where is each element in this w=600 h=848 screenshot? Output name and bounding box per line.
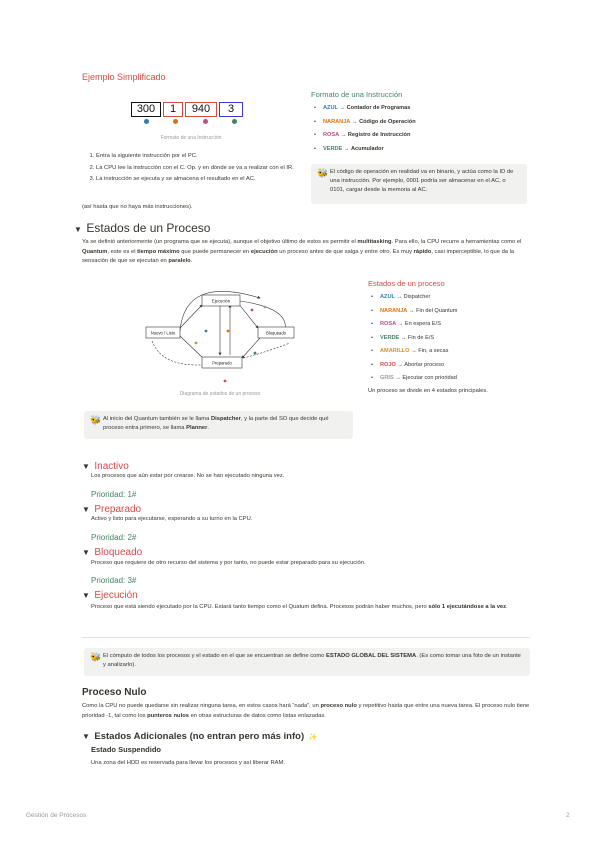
ac-box: 3 [219, 102, 243, 117]
inactivo-priority: Prioridad: 1# [91, 490, 137, 499]
format-caption: Formato de una Instrucción [160, 135, 222, 141]
instruction-boxes [131, 99, 251, 115]
diagram-dot-red [224, 380, 227, 383]
preparado-desc: Activo y listo para ejecutarse, esperando a su turno en la CPU. [91, 516, 253, 522]
preparado-priority: Prioridad: 2# [91, 533, 137, 542]
suspended-desc: Una zona del HDD es reservada para llevar los procesos y así liberar RAM. [91, 760, 285, 766]
bloqueado-title: Bloqueado [94, 547, 143, 558]
suspended-title: Estado Suspendido [91, 745, 162, 754]
format-item-orange: • NARANJA → Código de Operación [311, 116, 531, 130]
legend-item-blue: • AZUL → Dispatcher [368, 291, 538, 305]
global-state-callout-text: El cómputo de todos los procesos y el estado en el que se encuentran se define como ESTADO GLOBAL DEL SISTEMA. (Es como tomar una foto de un instante y analizarlo). [103, 653, 521, 668]
dot-green [232, 119, 237, 124]
null-process-heading: Proceso Nulo [82, 687, 147, 698]
format-heading: Formato de una Instrucción [311, 90, 403, 99]
preparado-heading-row [82, 499, 141, 517]
legend-item-pink: • ROSA → En espera E/S [368, 318, 538, 332]
ejecucion-desc: Proceso que está siendo ejecutado por la CPU. Estará tanto tiempo como el Quatum defina. Procesos podrán haber muchos, pero sólo 1 ejecutándose a la vez. [91, 604, 508, 610]
node-label-bottom: Preparado [212, 360, 232, 366]
additional-heading-row [82, 726, 317, 744]
legend-heading: Estados de un proceso [368, 279, 445, 288]
dispatcher-callout-text: Al inicio del Quantum también se le llama Dispatcher, y la parte del SO que decide qué proceso entra primero, se llama Planner. [103, 416, 329, 431]
legend-item-gray: • GRIS → Ejecutar con prioridad [368, 372, 538, 386]
diagram-caption: Diagrama de estados de un proceso [179, 391, 261, 397]
edge-1 [180, 305, 202, 328]
bloqueado-priority: Prioridad: 3# [91, 576, 137, 585]
bloqueado-heading-row [82, 542, 142, 560]
diagram-dot-gray [264, 306, 267, 309]
toggle-triangle-icon[interactable]: ▼ [82, 462, 90, 471]
legend-item-yellow: • AMARILLO → Fin, a secas [368, 345, 538, 359]
legend-item-green: • VERDE → Fin de E/S [368, 332, 538, 346]
toggle-triangle-icon[interactable]: ▼ [82, 548, 90, 557]
global-state-callout [84, 648, 530, 676]
arc-right [240, 301, 285, 331]
sparkle-icon: ✨ [308, 734, 318, 741]
null-process-desc: Como la CPU no puede quedarse sin realizar ninguna tarea, en estos casos hará “nada”, un proceso nulo y repetitivo hasta que entre una nueva tarea. El proceso nulo tiene prioridad -1, tal como los punteros nulos en otras estructuras de datos como listas enlazadas. [82, 703, 530, 719]
dispatcher-callout [84, 411, 353, 439]
format-item-pink: • ROSA → Registro de Instrucción [311, 129, 531, 143]
bee-icon: 🐝 [90, 652, 102, 662]
ir-box: 940 [185, 102, 217, 117]
dot-blue [144, 119, 149, 124]
process-state-diagram [140, 283, 300, 388]
steps-list [82, 152, 302, 187]
dot-orange [173, 119, 178, 124]
footer-title: Gestión de Procesos [26, 812, 87, 819]
edge-4 [238, 303, 258, 328]
inactivo-desc: Los procesos que aún estar por crearse. No se han ejecutado ninguna vez. [91, 473, 285, 479]
steps-note: (así hasta que no haya más instrucciones). [82, 204, 193, 210]
opcode-callout-text: El código de operación en realidad va en binario, y actúa como la ID de una instrucción. Por ejemplo, 0001 podría ser almacenar en el AC, o 0101, cargar desde la memoria al AC. [330, 169, 514, 193]
diagram-dot-green [254, 352, 257, 355]
legend-note: Un proceso se divide en 4 estados principales. [368, 388, 488, 394]
node-label-top: Ejecución [211, 298, 231, 304]
legend-item-red: • ROJO → Abortar proceso [368, 359, 538, 373]
states-heading: Estados de un Proceso [86, 221, 211, 235]
preparado-title: Preparado [94, 504, 142, 515]
bloqueado-desc: Proceso que requiere de otro recurso del sistema y por tanto, no puede estar preparado para su ejecución. [91, 560, 366, 566]
node-label-right: Bloqueado [265, 330, 287, 336]
diagram-dot-pink [251, 309, 254, 312]
inactivo-heading-row [82, 456, 129, 474]
ejecucion-title: Ejecución [94, 590, 138, 601]
opcode-callout [311, 164, 527, 204]
step-2: 2. La CPU lee la instrucción con el C. Op. y en dónde se va a realizar con el IR. [96, 164, 302, 173]
diagram-dot-orange [227, 330, 230, 333]
pc-box: 300 [131, 102, 161, 117]
diagram-dot-yellow [195, 342, 198, 345]
diagram-dot-blue [205, 330, 208, 333]
bee-icon: 🐝 [317, 168, 329, 178]
simplified-heading: Ejemplo Simplificado [82, 72, 166, 82]
ejecucion-heading-row [82, 585, 138, 603]
step-3: 3. La instrucción se ejecuta y se almacena el resultado en el AC. [96, 175, 302, 184]
format-item-green: • VERDE → Acumulador [311, 143, 531, 157]
toggle-triangle-icon[interactable]: ▼ [82, 591, 90, 600]
format-item-blue: • AZUL → Contador de Programas [311, 102, 531, 116]
edge-6 [180, 336, 205, 360]
step-1: 1. Entra la siguiente instrucción por el PC. [96, 152, 302, 161]
opcode-box: 1 [163, 102, 183, 117]
toggle-triangle-icon[interactable]: ▼ [82, 732, 90, 741]
states-heading-row [74, 219, 210, 235]
format-legend [311, 102, 531, 156]
additional-heading: Estados Adicionales (no entran pero más info) [94, 731, 305, 742]
states-intro: Ya se definió anteriormente (un programa que se ejecuta), aunque el objetivo último de estos es permitir el multitasking. Para ello, la CPU recurre a herramientas como el Quantum, este es el tiempo máximo que puede permanecer en ejecución un proceso antes de que salga y entre otro. Es muy rápido, casi imperceptible, lo que da la sensación de que se ejecutan en paralelo. [82, 239, 522, 264]
edge-5 [242, 338, 260, 358]
inactivo-title: Inactivo [94, 461, 129, 472]
legend-item-orange: • NARANJA → Fin del Quantum [368, 305, 538, 319]
dot-pink [203, 119, 208, 124]
toggle-triangle-icon[interactable]: ▼ [82, 505, 90, 514]
node-label-left: Nuevo / Listo [150, 330, 176, 336]
instruction-dots [131, 119, 271, 127]
toggle-triangle-icon[interactable]: ▼ [74, 225, 82, 234]
divider [82, 637, 530, 638]
bee-icon: 🐝 [90, 415, 102, 425]
footer-page-number: 2 [566, 812, 570, 819]
states-legend [368, 291, 538, 386]
